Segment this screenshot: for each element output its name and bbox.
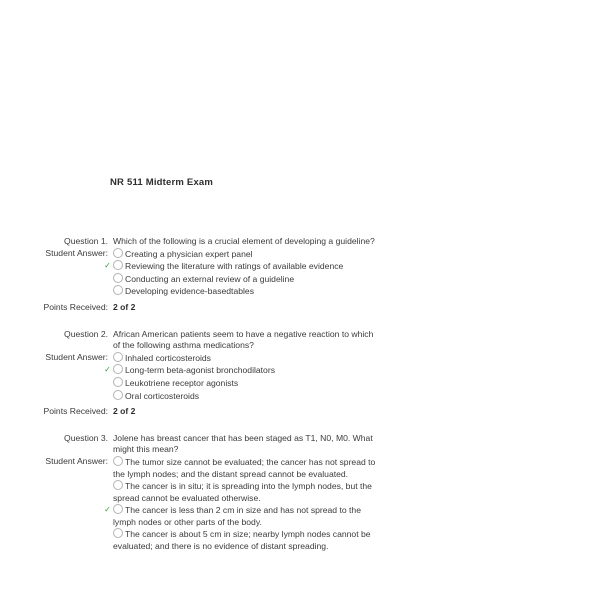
radio-button-icon[interactable] bbox=[113, 528, 123, 538]
answer-option[interactable] bbox=[104, 260, 381, 273]
answer-option-label: Creating a physician expert panel bbox=[125, 248, 253, 259]
answer-option[interactable] bbox=[113, 377, 381, 390]
radio-button-icon[interactable] bbox=[113, 248, 123, 258]
student-answer-label: Student Answer: bbox=[45, 247, 108, 258]
radio-button-icon[interactable] bbox=[113, 504, 123, 514]
answer-option-label: The tumor size cannot be evaluated; the cancer has not spread to the lymph nodes; and the distant spread cannot be evaluated. bbox=[113, 456, 376, 479]
question-number-label: Question 2. bbox=[64, 328, 108, 339]
radio-button-icon[interactable] bbox=[113, 352, 123, 362]
answer-option-label: Long-term beta-agonist bronchodilators bbox=[125, 365, 276, 376]
radio-button-icon[interactable] bbox=[113, 364, 123, 374]
answer-option[interactable] bbox=[113, 285, 381, 298]
answer-option[interactable] bbox=[113, 352, 381, 365]
answer-option[interactable] bbox=[104, 364, 381, 377]
radio-button-icon[interactable] bbox=[113, 480, 123, 490]
answer-option-label: Reviewing the literature with ratings of available evidence bbox=[125, 261, 344, 272]
answer-option[interactable] bbox=[104, 504, 381, 528]
answer-option-list bbox=[104, 352, 381, 402]
answer-option-label: The cancer is in situ; it is spreading into the lymph nodes, but the spread cannot be evaluated otherwise. bbox=[113, 481, 372, 503]
answer-option-list bbox=[104, 456, 381, 553]
question-header-row bbox=[0, 329, 600, 352]
answer-option[interactable] bbox=[113, 390, 381, 403]
answer-option[interactable] bbox=[113, 480, 381, 504]
question-text: Which of the following is a crucial element of developing a guideline? bbox=[113, 236, 375, 246]
question-number-label: Question 3. bbox=[64, 432, 108, 443]
radio-button-icon[interactable] bbox=[113, 390, 123, 400]
answer-option-label: Leukotriene receptor agonists bbox=[125, 377, 239, 388]
answer-option-label: Inhaled corticosteroids bbox=[125, 352, 211, 363]
answer-options-cell bbox=[104, 456, 381, 553]
points-received-cell bbox=[113, 302, 381, 314]
points-received-row bbox=[0, 406, 600, 418]
radio-button-icon[interactable] bbox=[113, 285, 123, 295]
radio-button-icon[interactable] bbox=[113, 456, 123, 466]
selected-check-icon: ✓ bbox=[104, 505, 111, 515]
radio-button-icon[interactable] bbox=[113, 260, 123, 270]
question-text: African American patients seem to have a negative reaction to which of the following asthma medications? bbox=[113, 328, 374, 351]
answer-option-label: The cancer is about 5 cm in size; nearby lymph nodes cannot be evaluated; and there is no evidence of distant spreading. bbox=[113, 529, 371, 552]
points-received-value: 2 of 2 bbox=[113, 406, 136, 417]
student-answer-label: Student Answer: bbox=[45, 351, 108, 362]
answer-options-cell bbox=[104, 352, 381, 402]
answer-option-label: Oral corticosteroids bbox=[125, 390, 200, 401]
student-answer-row bbox=[0, 456, 600, 553]
student-answer-row bbox=[0, 248, 600, 298]
answer-option[interactable] bbox=[113, 248, 381, 261]
question-text-cell bbox=[113, 329, 381, 352]
answer-option-list bbox=[104, 248, 381, 298]
selected-check-icon: ✓ bbox=[104, 365, 111, 375]
question-text-cell bbox=[113, 433, 381, 456]
question-block bbox=[0, 236, 600, 314]
answer-option-label: The cancer is less than 2 cm in size and has not spread to the lymph nodes or other parts of the body. bbox=[113, 505, 361, 527]
page-title: NR 511 Midterm Exam bbox=[110, 177, 214, 188]
answer-option[interactable] bbox=[113, 456, 381, 480]
question-text-cell bbox=[113, 236, 381, 248]
points-received-value: 2 of 2 bbox=[113, 301, 136, 312]
questions-list bbox=[0, 236, 600, 568]
question-block bbox=[0, 433, 600, 553]
answer-options-cell bbox=[104, 248, 381, 298]
selected-check-icon: ✓ bbox=[104, 261, 111, 271]
question-number-label: Question 1. bbox=[64, 236, 108, 246]
answer-option[interactable] bbox=[113, 528, 381, 552]
radio-button-icon[interactable] bbox=[113, 377, 123, 387]
question-text: Jolene has breast cancer that has been staged as T1, N0, M0. What might this mean? bbox=[113, 432, 373, 455]
answer-option[interactable] bbox=[113, 273, 381, 286]
question-header-row bbox=[0, 433, 600, 456]
points-received-label: Points Received: bbox=[43, 406, 108, 417]
student-answer-label: Student Answer: bbox=[45, 455, 108, 466]
question-block bbox=[0, 329, 600, 418]
student-answer-row bbox=[0, 352, 600, 402]
points-received-label: Points Received: bbox=[43, 301, 108, 312]
radio-button-icon[interactable] bbox=[113, 273, 123, 283]
question-header-row bbox=[0, 236, 600, 248]
answer-option-label: Conducting an external review of a guideline bbox=[125, 273, 295, 284]
answer-option-label: Developing evidence-basedtables bbox=[125, 286, 254, 297]
points-received-row bbox=[0, 302, 600, 314]
points-received-cell bbox=[113, 406, 381, 418]
